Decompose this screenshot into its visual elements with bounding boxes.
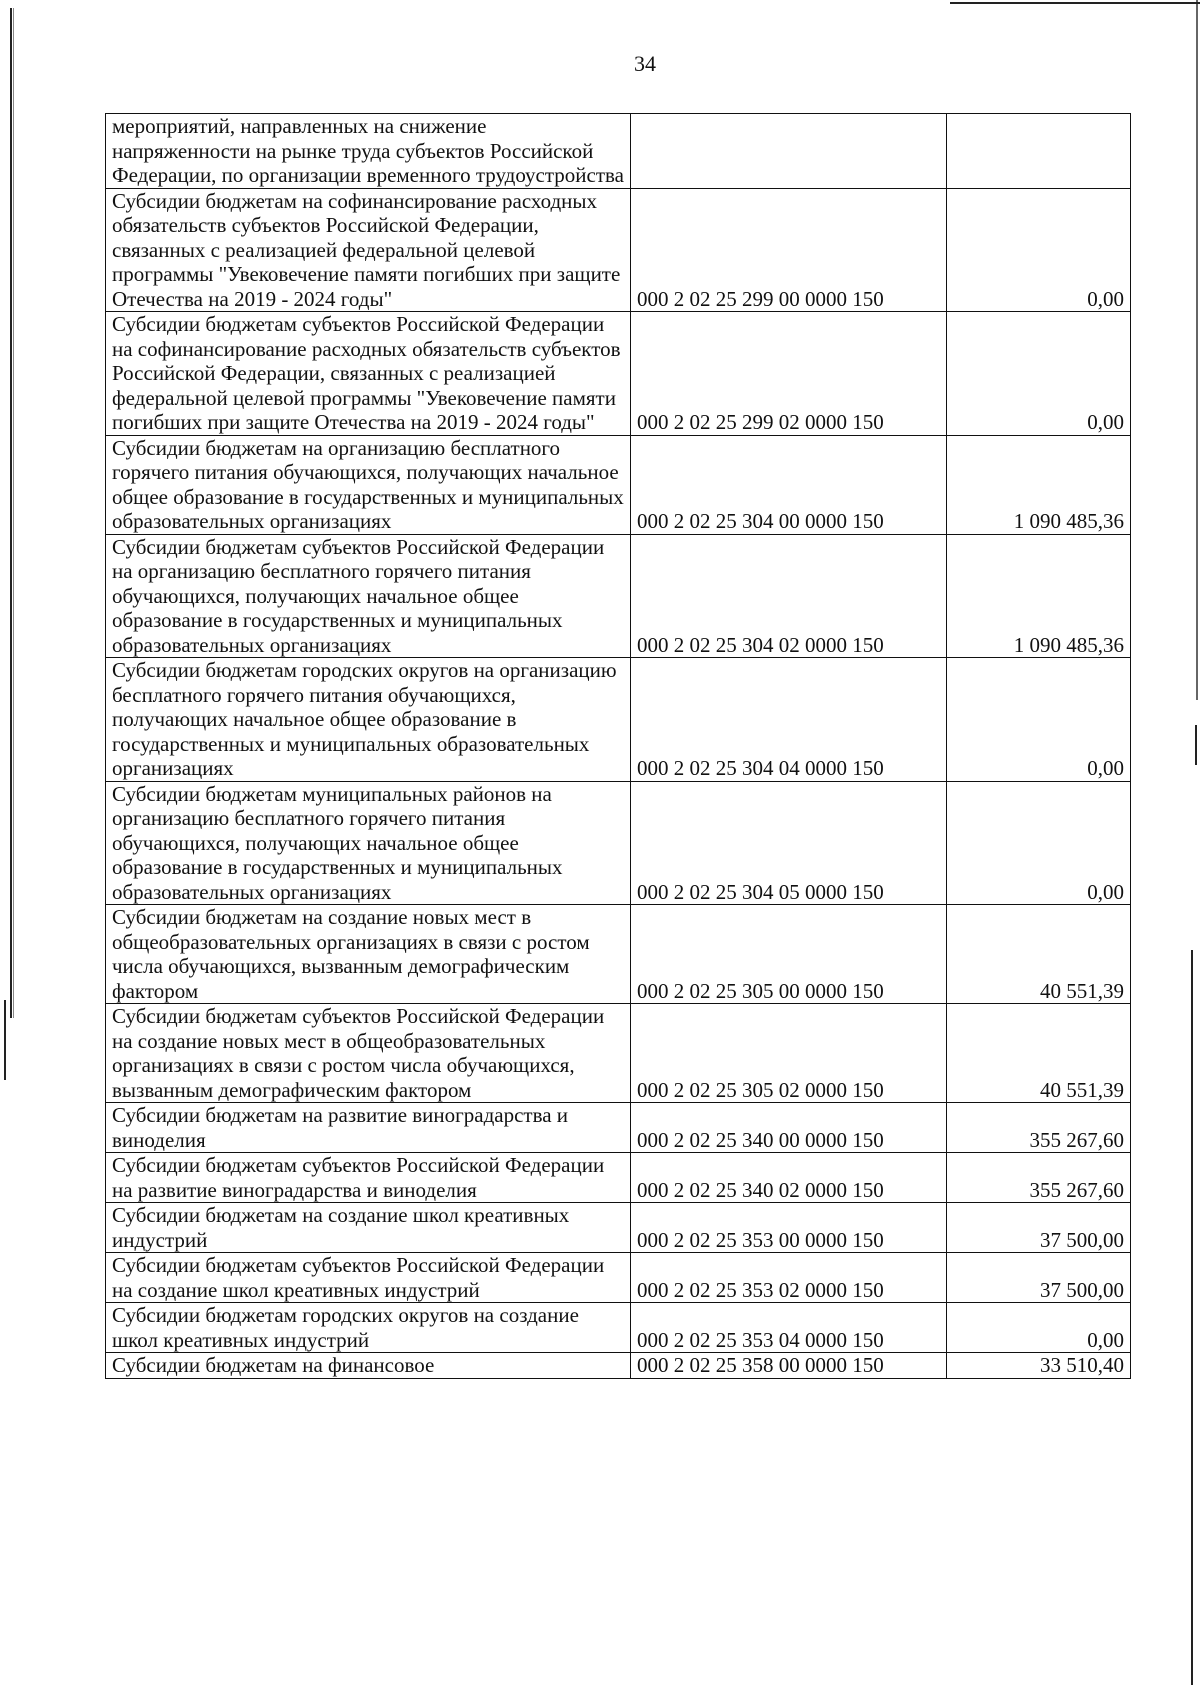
scan-margin-line	[4, 1000, 6, 1080]
table-row	[106, 905, 1131, 1004]
row-name: Субсидии бюджетам субъектов Российской Федерации на развитие виноградарства и виноделия	[106, 1153, 631, 1203]
row-name: Субсидии бюджетам на развитие виноградарства и виноделия	[106, 1103, 631, 1153]
budget-revenue-table	[105, 113, 1131, 1379]
row-code: 000 2 02 25 304 05 0000 150	[631, 781, 947, 905]
table-row	[106, 534, 1131, 658]
row-name: Субсидии бюджетам на создание новых мест в общеобразовательных организациях в связи с ростом числа обучающихся, вызванным демографическим фактором	[106, 905, 631, 1004]
row-amount: 1 090 485,36	[947, 435, 1131, 534]
table-row	[106, 114, 1131, 189]
scan-margin-line	[13, 8, 14, 1018]
row-code: 000 2 02 25 340 02 0000 150	[631, 1153, 947, 1203]
table-row	[106, 658, 1131, 782]
row-amount: 0,00	[947, 188, 1131, 312]
row-name: Субсидии бюджетам городских округов на организацию бесплатного горячего питания обучающихся, получающих начальное общее образование в государственных и муниципальных образовательных организациях	[106, 658, 631, 782]
row-code: 000 2 02 25 353 04 0000 150	[631, 1303, 947, 1353]
scan-margin-line	[1196, 0, 1198, 700]
scan-margin-line	[1195, 725, 1197, 765]
row-name: Субсидии бюджетам муниципальных районов на организацию бесплатного горячего питания обучающихся, получающих начальное общее образование в государственных и муниципальных образовательных организациях	[106, 781, 631, 905]
row-code: 000 2 02 25 304 02 0000 150	[631, 534, 947, 658]
page-number: 34	[634, 51, 656, 76]
row-amount: 0,00	[947, 658, 1131, 782]
scan-margin-line	[950, 2, 1200, 4]
table-row	[106, 1103, 1131, 1153]
row-name: Субсидии бюджетам городских округов на создание школ креативных индустрий	[106, 1303, 631, 1353]
table-row	[106, 1004, 1131, 1103]
row-amount: 37 500,00	[947, 1203, 1131, 1253]
row-code: 000 2 02 25 358 00 0000 150	[631, 1353, 947, 1379]
row-code: 000 2 02 25 299 02 0000 150	[631, 312, 947, 436]
row-amount: 33 510,40	[947, 1353, 1131, 1379]
row-name: Субсидии бюджетам субъектов Российской Федерации на создание школ креативных индустрий	[106, 1253, 631, 1303]
row-code: 000 2 02 25 305 00 0000 150	[631, 905, 947, 1004]
row-amount: 355 267,60	[947, 1103, 1131, 1153]
table-row	[106, 1303, 1131, 1353]
row-name: Субсидии бюджетам субъектов Российской Федерации на создание новых мест в общеобразовательных организациях в связи с ростом числа обучающихся, вызванным демографическим фактором	[106, 1004, 631, 1103]
row-name: Субсидии бюджетам на создание школ креативных индустрий	[106, 1203, 631, 1253]
row-name: Субсидии бюджетам на финансовое	[106, 1353, 631, 1379]
row-amount: 0,00	[947, 781, 1131, 905]
row-code: 000 2 02 25 304 04 0000 150	[631, 658, 947, 782]
table-row	[106, 1253, 1131, 1303]
row-name: мероприятий, направленных на снижение напряженности на рынке труда субъектов Российской Федерации, по организации временного трудоустройства	[106, 114, 631, 189]
row-name: Субсидии бюджетам субъектов Российской Федерации на организацию бесплатного горячего питания обучающихся, получающих начальное общее образование в государственных и муниципальных образовательных организациях	[106, 534, 631, 658]
row-amount	[947, 114, 1131, 189]
table-row	[106, 1203, 1131, 1253]
row-code: 000 2 02 25 353 00 0000 150	[631, 1203, 947, 1253]
row-amount: 1 090 485,36	[947, 534, 1131, 658]
row-code: 000 2 02 25 305 02 0000 150	[631, 1004, 947, 1103]
table-row	[106, 312, 1131, 436]
row-code: 000 2 02 25 353 02 0000 150	[631, 1253, 947, 1303]
row-code: 000 2 02 25 299 00 0000 150	[631, 188, 947, 312]
table-row	[106, 781, 1131, 905]
row-amount: 355 267,60	[947, 1153, 1131, 1203]
row-amount: 40 551,39	[947, 1004, 1131, 1103]
row-name: Субсидии бюджетам на софинансирование расходных обязательств субъектов Российской Федерации, связанных с реализацией федеральной целевой программы "Увековечение памяти погибших при защите Отечества на 2019 - 2024 годы"	[106, 188, 631, 312]
row-code: 000 2 02 25 304 00 0000 150	[631, 435, 947, 534]
row-amount: 0,00	[947, 1303, 1131, 1353]
row-code	[631, 114, 947, 189]
table-row	[106, 1153, 1131, 1203]
scan-margin-line	[10, 8, 12, 1018]
table-row	[106, 188, 1131, 312]
table-row	[106, 435, 1131, 534]
row-amount: 0,00	[947, 312, 1131, 436]
row-amount: 40 551,39	[947, 905, 1131, 1004]
row-amount: 37 500,00	[947, 1253, 1131, 1303]
row-name: Субсидии бюджетам на организацию бесплатного горячего питания обучающихся, получающих начальное общее образование в государственных и муниципальных образовательных организациях	[106, 435, 631, 534]
row-name: Субсидии бюджетам субъектов Российской Федерации на софинансирование расходных обязательств субъектов Российской Федерации, связанных с реализацией федеральной целевой программы "Увековечение памяти погибших при защите Отечества на 2019 - 2024 годы"	[106, 312, 631, 436]
table-row	[106, 1353, 1131, 1379]
scan-margin-line	[1191, 950, 1193, 1685]
row-code: 000 2 02 25 340 00 0000 150	[631, 1103, 947, 1153]
